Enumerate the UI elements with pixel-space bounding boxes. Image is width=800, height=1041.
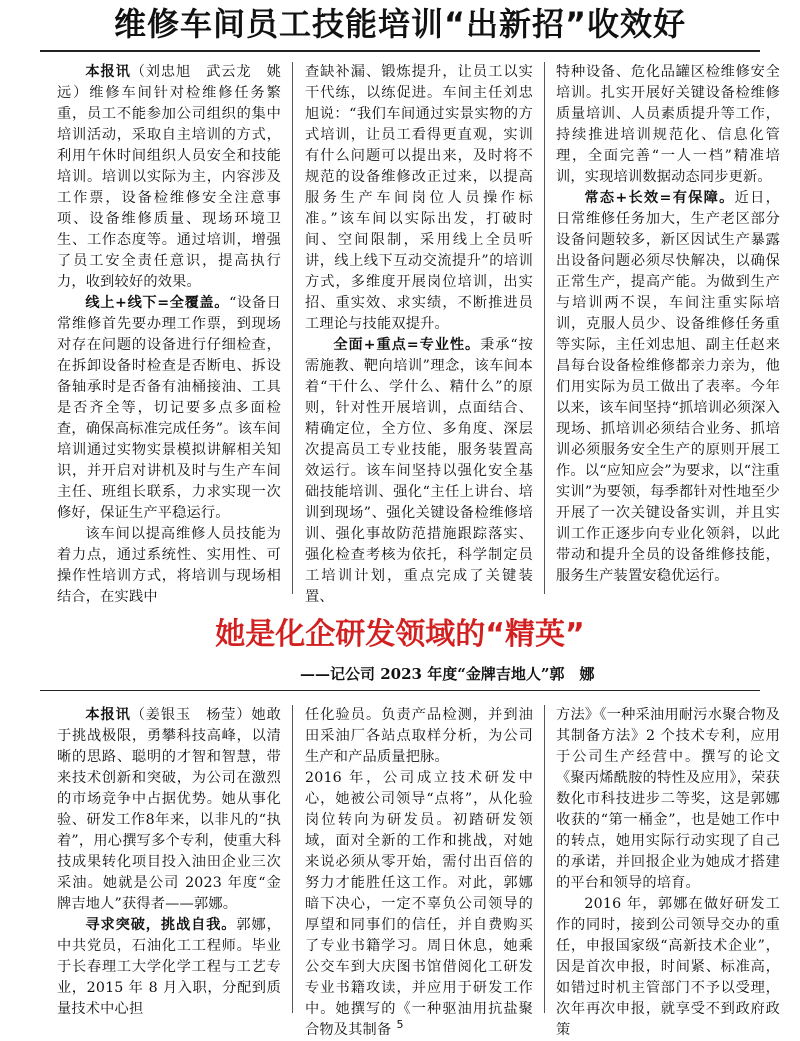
paragraph [556,62,780,188]
paragraph [305,335,533,608]
paragraph-lead: 本报讯 [85,64,131,80]
article2-column-3 [556,705,780,1041]
paragraph-text: 方法》《一种采油用耐污水聚合物及其制备方法》2 个技术专利，应用于公司生产经营中。撰写的论文《聚丙烯酰胺的特性及应用》，荣获数化市科技进步二等奖，这是郭娜收获的“第一桶金”，也是她工作中的转点，她用实际行动实现了自己的承诺，并回报企业为她成才搭建的平台和领导的培育。 [556,707,780,891]
article1-column-3 [556,62,780,587]
paragraph [556,705,780,894]
article2-subtitle: ——记公司 2023 年度“金牌吉地人”郭 娜 [300,665,595,683]
column-divider [292,705,293,1013]
paragraph [57,293,281,524]
article2-column-1 [57,705,281,1020]
paragraph-text: 特种设备、危化品罐区检维修安全培训。扎实开展好关键设备检维修质量培训、人员素质提升等工作，持续推进培训规范化、信息化管理，全面完善“一人一档”精准培训，实现培训数据动态同步更新。 [556,64,780,185]
paragraph [305,705,533,768]
article2-top-rule [40,690,760,691]
paragraph-text: 郭娜，中共党员，石油化工工程师。毕业于长春理工大学化学工程与工艺专业，2015 年 8 月入职，分配到质量技术中心担 [57,917,281,1017]
paragraph [57,62,281,293]
paragraph [556,188,780,587]
article2-title: 她是化企研发领域的“精英” [215,617,585,652]
column-divider [544,62,545,594]
column-divider [292,62,293,594]
paragraph [57,915,281,1020]
paragraph-text: 近日，日常维修任务加大，生产老区部分设备问题较多，新区因试生产暴露出设备问题必须尽快解决，以确保正常生产，提高产能。为做到生产与培训两不误，车间注重实际培训，克服人员少、设备维修任务重等实际，主任刘忠旭、副主任赵来昌每台设备检维修都亲力亲为，他们用实际为员工做出了表率。今年以来，该车间坚持“抓培训必须深入现场、抓培训必须结合业务、抓培训必须服务安全生产的原则开展工作。以“应知应会”为要求，以“注重实训”为要领，每季都针对性地至少开展了一次关键设备实训，并且实训工作正逐步向专业化领斜，以此带动和提升全员的设备维修技能，服务生产装置安稳优运行。 [556,190,780,584]
article1-title: 维修车间员工技能培训“出新招”收效好 [113,5,687,43]
paragraph [57,524,281,608]
paragraph-lead: 全面+重点=专业性。 [333,337,481,353]
paragraph-text: 查缺补漏、锻炼提升，让员工以实干代练，以练促进。车间主任刘忠旭说：“我们车间通过实景实物的方式培训，让员工看得更直观，实训有什么问题可以提出来，及时将不规范的设备维修改正过来，以提高服务生产车间岗位人员操作标准。”该车间以实际出发，打破时间、空间限制，采用线上全员听讲，线上线下互动交流提升”的培训方式，多维度开展岗位培训，出实招、重实效、求实绩，不断推进员工理论与技能双提升。 [305,64,533,332]
paragraph-lead: 寻求突破，挑战自我。 [85,917,237,933]
paragraph-lead: 线上+线下=全覆盖。 [85,295,230,311]
paragraph-text: 该车间以提高维修人员技能为着力点，通过系统性、实用性、可操作性培训方式，将培训与现场相结合，在实践中 [57,526,281,605]
paragraph [305,62,533,335]
paragraph-text: 2016 年，公司成立技术研发中心，她被公司领导“点将”，从化验岗位转向为研发员。初踏研发领域，面对全新的工作和挑战，对她来说必须从零开始，需付出百倍的努力才能胜任这工作。对此，郭娜暗下决心，一定不辜负公司领导的厚望和同事们的信任，并自费购买了专业书籍学习。周日休息，她乘公交车到大庆图书馆借阅化工研发专业书籍攻读，并应用于研发工作中。她撰写的《一种驱油用抗盐聚合物及其制备 [305,770,533,1038]
paragraph-lead: 常态+长效=有保障。 [584,190,735,206]
paragraph-text: “设备日常维修首先要办理工作票，到现场对存在问题的设备进行仔细检查，在拆卸设备时检查是否断电、拆设备轴承时是否备有油桶接油、工具是否齐全等，切记要多点多面检查，确保高标准完成任务”。该车间培训通过实物实景模拟讲解相关知识，并开启对讲机及时与生产车间主任、班组长联系，力求实现一次修好，保证生产平稳运行。 [57,295,281,521]
paragraph-text: 2016 年，郭娜在做好研发工作的同时，接到公司领导交办的重任，申报国家级“高新技术企业”，因是首次申报，时间紧、标准高，如错过时机主管部门不予以受理，次年再次申报，就享受不到政府政策 [556,896,780,1038]
article2-column-2 [305,705,533,1041]
paragraph-text: （刘忠旭 武云龙 姚远）维修车间针对检维修任务繁重，员工不能参加公司组织的集中培训活动，采取自主培训的方式，利用午休时间组织人员安全和技能培训。培训以实际为主，内容涉及工作票，设备检维修安全注意事项、设备维修质量、现场环境卫生、工作态度等。通过培训，增强了员工安全责任意识，提高执行力，收到较好的效果。 [57,64,281,290]
paragraph [305,768,533,1041]
paragraph-text: 任化验员。负责产品检测，并到油田采油厂各站点取样分析，为公司生产和产品质量把脉。 [305,707,533,765]
page-number: 5 [396,1018,404,1031]
article1-top-rule [40,50,760,52]
paragraph-text: （姜银玉 杨莹）她敢于挑战极限，勇攀科技高峰，以清晰的思路、聪明的才智和智慧，带来技术创新和突破，为公司在激烈的市场竞争中占据优势。她从事化验、研发工作8年来，以非凡的“执着”，用心撰写多个专利，使重大科技成果转化项目投入油田企业三次采油。她就是公司 2023 年度“金牌吉地人”获得者——郭娜。 [57,707,281,912]
paragraph [57,705,281,915]
column-divider [544,705,545,1013]
paragraph-text: 秉承“按需施教、靶向培训”理念，该车间本着“干什么、学什么、精什么”的原则，针对性开展培训，点面结合、精确定位，全方位、多角度、深层次提高员工专业技能，服务装置高效运行。该车间坚持以强化安全基础技能培训、强化“主任上讲台、培训到现场”、强化关键设备检维修培训、强化事故防范措施跟踪落实、强化检查考核为依托，科学制定员工培训计划，重点完成了关键装置、 [305,337,533,605]
article1-column-1 [57,62,281,608]
paragraph-lead: 本报讯 [85,707,131,723]
article1-column-2 [305,62,533,608]
